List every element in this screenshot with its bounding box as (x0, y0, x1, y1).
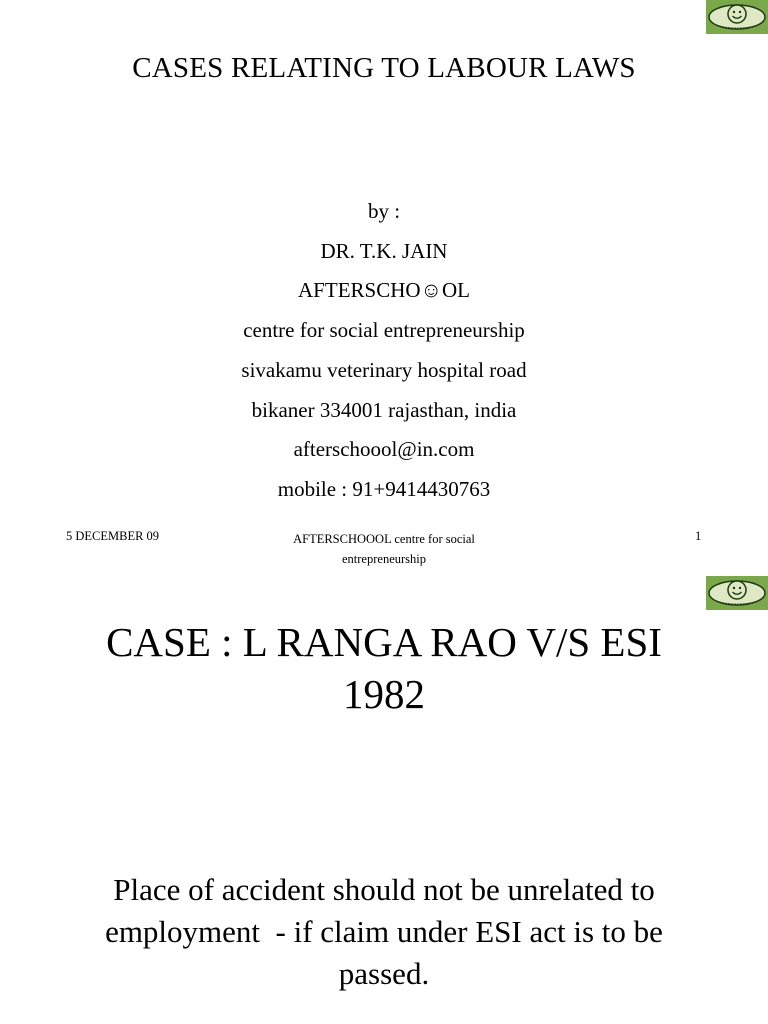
footer-org-line-2: entrepreneurship (342, 552, 426, 566)
case-summary-line-3: passed. (338, 956, 430, 991)
slide-2 (0, 576, 768, 1024)
footer-org-line-1: AFTERSCHOOOL centre for social (293, 532, 475, 546)
case-title-line-1: CASE : L RANGA RAO V/S ESI (106, 619, 662, 665)
address-line-1: sivakamu veterinary hospital road (241, 357, 527, 382)
address-line-2: bikaner 334001 rajasthan, india (251, 397, 517, 422)
smiley-logo-icon (706, 0, 768, 34)
footer-date: 5 DECEMBER 09 (66, 529, 160, 543)
case-summary (40, 869, 728, 995)
slide-title: CASES RELATING TO LABOUR LAWS (132, 52, 636, 84)
case-title-line-2: 1982 (343, 671, 425, 717)
case-summary-line-1: Place of accident should not be unrelated to (113, 872, 655, 907)
case-title (0, 616, 768, 720)
organization-name: AFTERSCHO☺OL (298, 278, 470, 303)
email-address: afterschoool@in.com (293, 437, 475, 462)
case-summary-line-2: employment - if claim under ESI act is to be (105, 914, 663, 949)
author-name: DR. T.K. JAIN (320, 238, 448, 263)
page-number: 1 (695, 529, 702, 543)
byline-label: by : (367, 199, 401, 223)
mobile-number: mobile : 91+9414430763 (277, 476, 491, 501)
organization-description: centre for social entrepreneurship (243, 318, 525, 343)
smiley-logo-icon (706, 576, 768, 610)
slide-footer (0, 529, 768, 569)
author-block (0, 192, 768, 510)
footer-organization (234, 529, 534, 569)
